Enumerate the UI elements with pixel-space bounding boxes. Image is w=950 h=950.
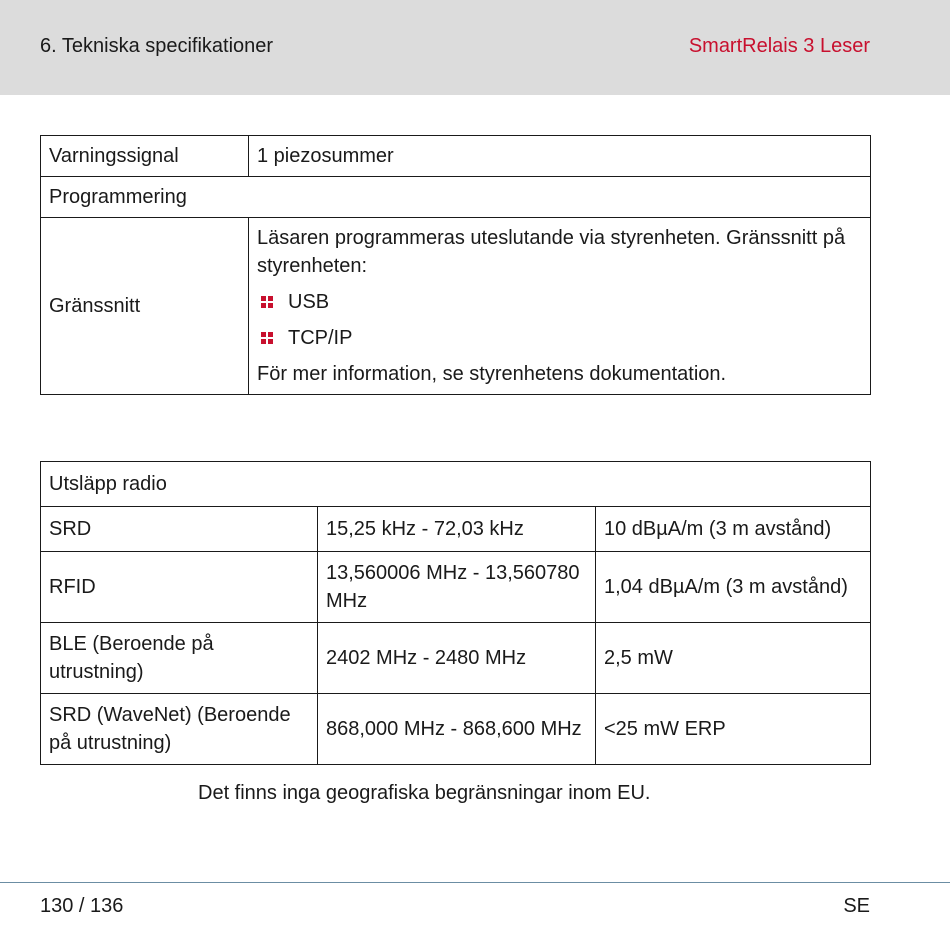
list-item: [261, 288, 862, 316]
table-row: [41, 694, 871, 765]
interface-label: Gränssnitt: [41, 218, 249, 395]
geographic-note: Det finns inga geografiska begränsningar inom EU.: [198, 782, 651, 804]
bullet-icon: [261, 332, 273, 344]
radio-heading: Utsläpp radio: [41, 462, 871, 507]
section-title: 6. Tekniska specifikationer: [40, 35, 274, 57]
table-cell: 13,560006 MHz - 13,560780 MHz: [318, 552, 596, 623]
page-header: [0, 0, 950, 95]
warning-value: 1 piezosummer: [249, 136, 871, 177]
table-row: [41, 507, 871, 552]
bullet-icon: [261, 296, 273, 308]
table-cell: 10 dBµA/m (3 m avstånd): [596, 507, 871, 552]
table-cell: 2402 MHz - 2480 MHz: [318, 623, 596, 694]
language-code: SE: [843, 895, 870, 917]
table-row: [41, 218, 871, 395]
page-number: 130 / 136: [40, 895, 124, 917]
table-cell: 1,04 dBµA/m (3 m avstånd): [596, 552, 871, 623]
programming-heading: Programmering: [41, 177, 871, 218]
radio-emission-table: [40, 461, 871, 765]
table-row: [41, 552, 871, 623]
warning-label: Varningssignal: [41, 136, 249, 177]
table-cell: <25 mW ERP: [596, 694, 871, 765]
table-cell: BLE (Beroende på utrustning): [41, 623, 318, 694]
interface-intro: Läsaren programmeras uteslutande via styrenheten. Gränssnitt på styrenheten:: [257, 227, 846, 277]
spec-table: [40, 135, 871, 395]
interface-details: [249, 218, 871, 395]
bullet-text: TCP/IP: [288, 327, 353, 349]
footer-divider: [0, 882, 950, 883]
product-name: SmartRelais 3 Leser: [688, 35, 870, 57]
table-cell: 2,5 mW: [596, 623, 871, 694]
table-cell: RFID: [41, 552, 318, 623]
table-row: [41, 177, 871, 218]
table-cell: SRD: [41, 507, 318, 552]
table-cell: SRD (WaveNet) (Beroende på utrustning): [41, 694, 318, 765]
table-row: [41, 623, 871, 694]
interface-note: För mer information, se styrenhetens dokumentation.: [257, 363, 727, 385]
bullet-text: USB: [288, 291, 330, 313]
table-cell: 15,25 kHz - 72,03 kHz: [318, 507, 596, 552]
list-item: [261, 324, 862, 352]
table-cell: 868,000 MHz - 868,600 MHz: [318, 694, 596, 765]
table-row: [41, 136, 871, 177]
table-row: [41, 462, 871, 507]
